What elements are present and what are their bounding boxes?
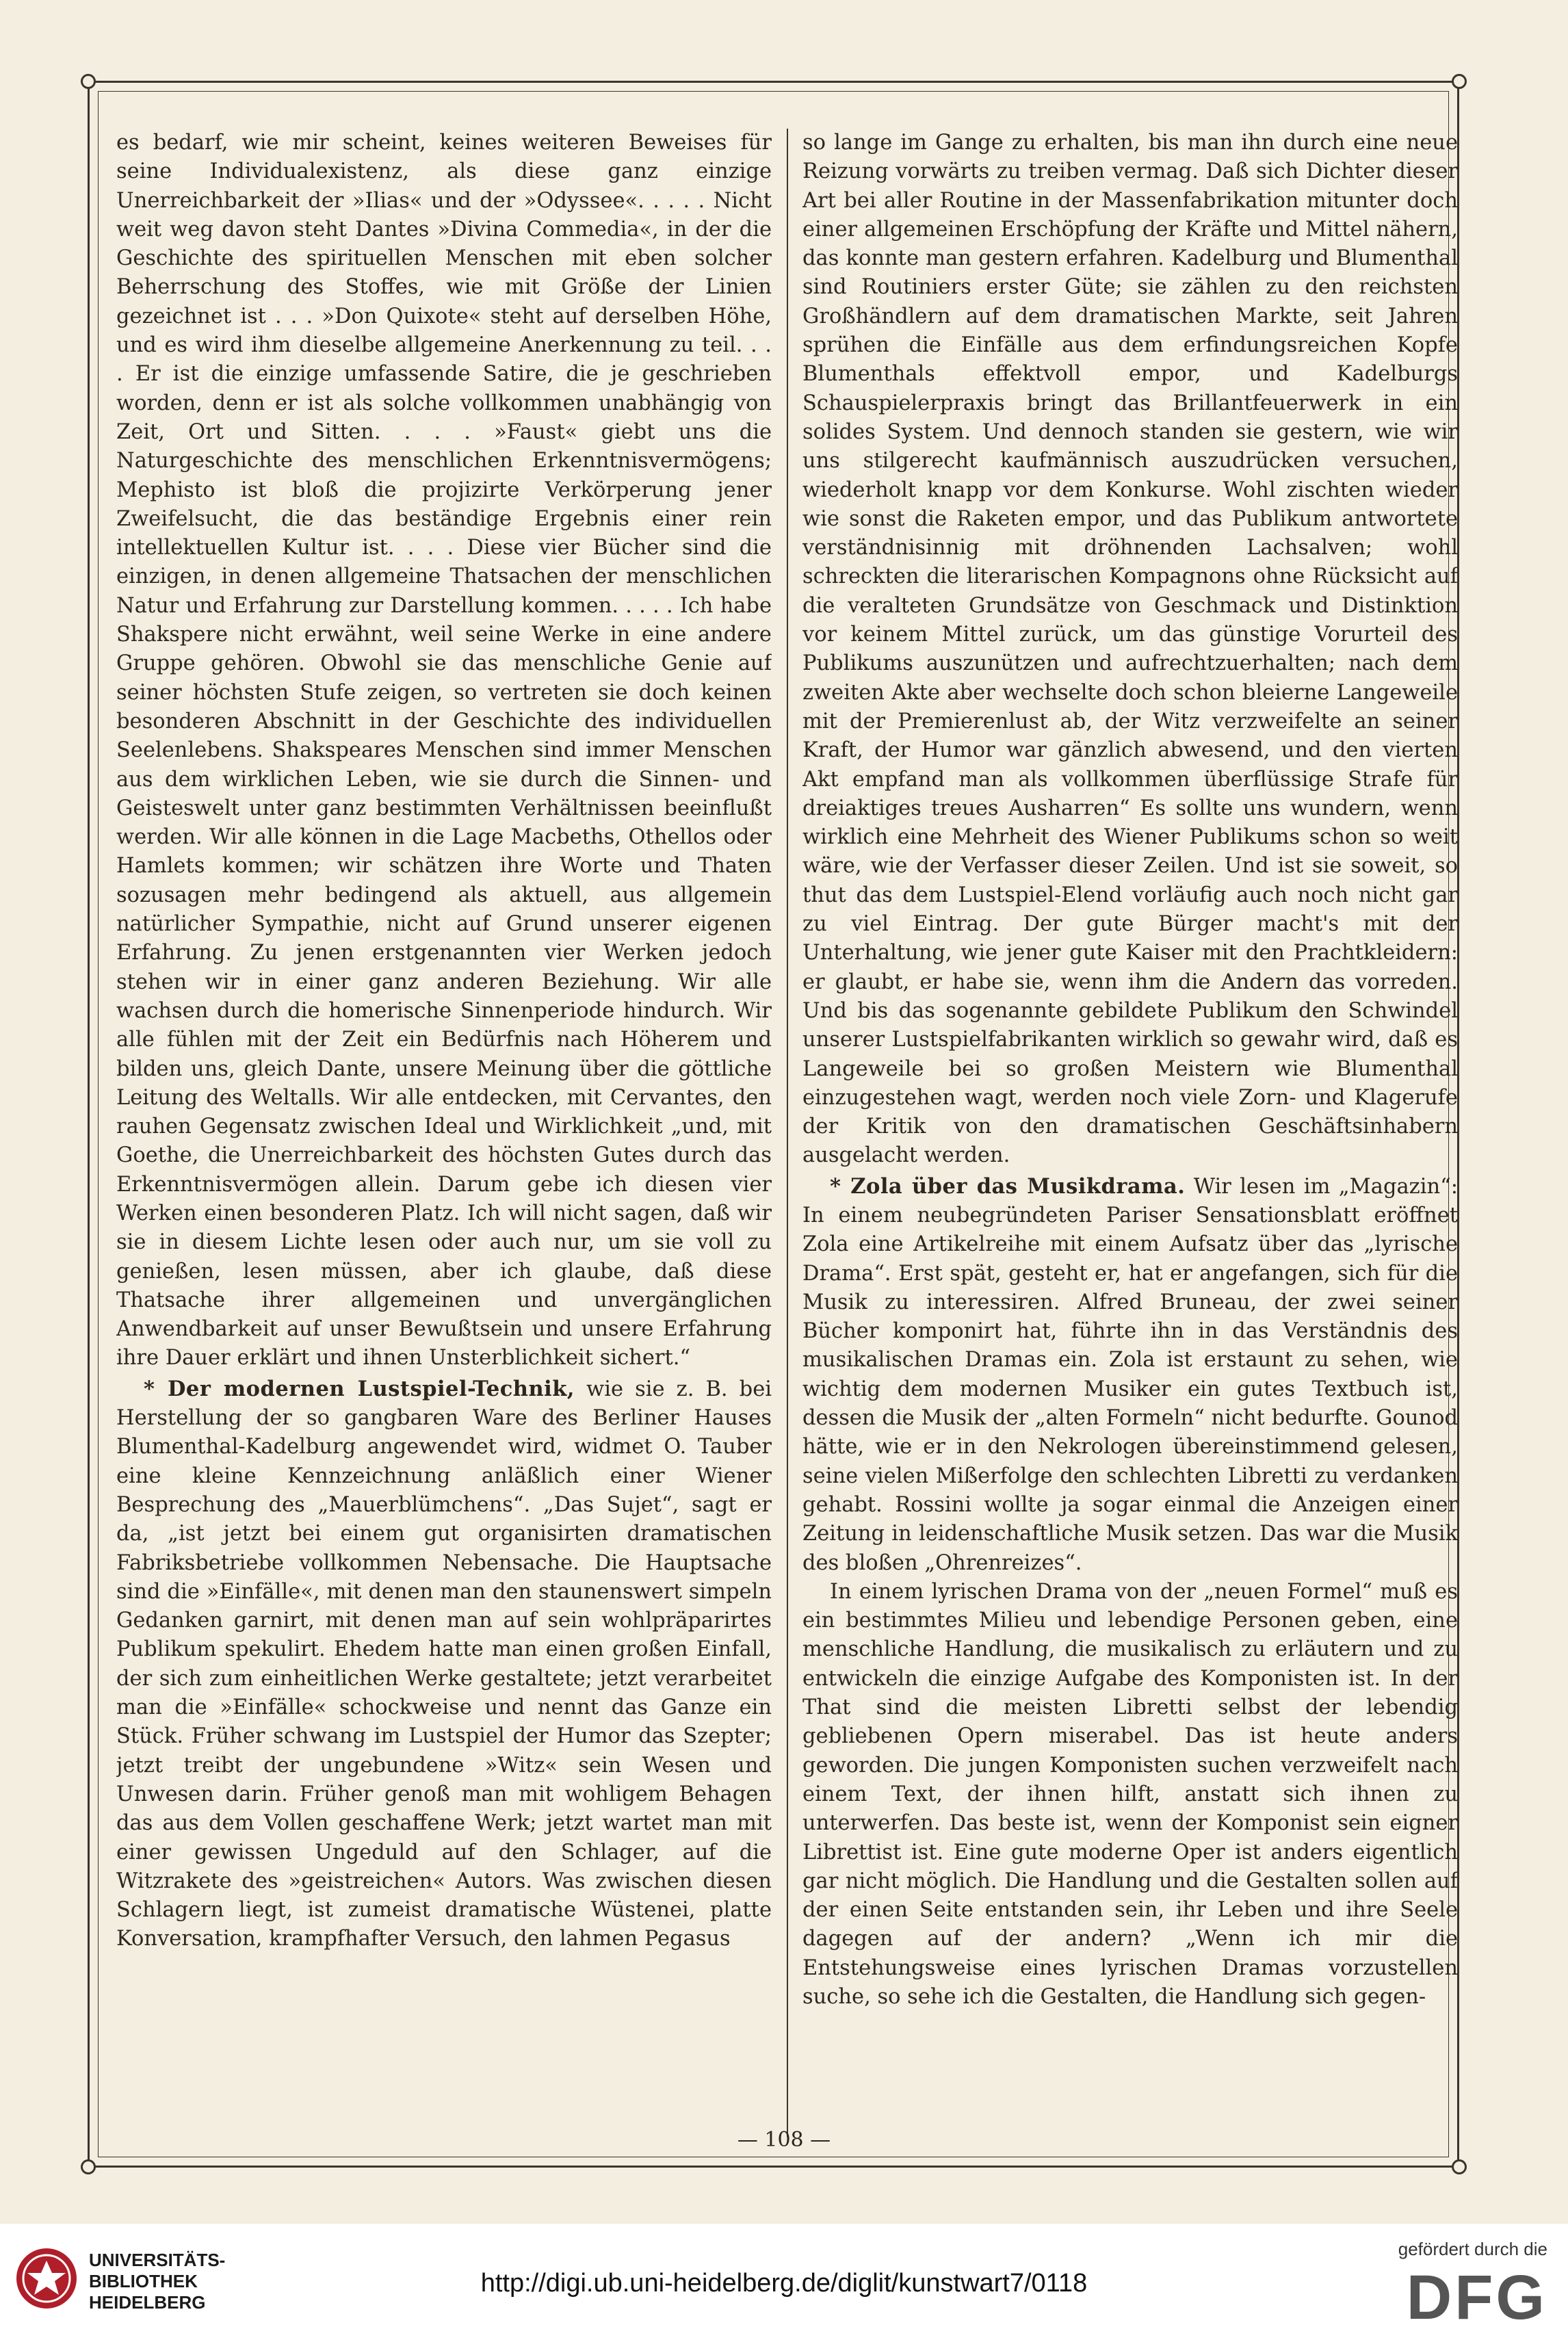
section-headline: * Zola über das Musikdrama. [830, 1173, 1186, 1199]
corner-ornament-bottom-left [81, 2159, 96, 2174]
digitization-footer [0, 2224, 1568, 2340]
corner-ornament-top-right [1452, 74, 1467, 89]
right-section-zola [802, 1172, 1458, 1578]
column-divider [787, 129, 788, 2137]
library-name-line-1: UNIVERSITÄTS- [89, 2250, 226, 2270]
permalink-url[interactable]: http://digi.ub.uni-heidelberg.de/diglit/kunstwart7/0118 [480, 2269, 1088, 2298]
corner-ornament-bottom-right [1452, 2159, 1467, 2174]
dfg-logo: DFG [1406, 2263, 1547, 2332]
right-column [802, 129, 1458, 2137]
funding-note: gefördert durch die [1398, 2239, 1547, 2259]
section-headline: * Der modernen Lustspiel-Technik, [144, 1376, 575, 1401]
corner-ornament-top-left [81, 74, 96, 89]
section-body: Wir lesen im „Magazin“: In einem neubegründeten Pariser Sensationsblatt eröffnet Zola eine Artikelreihe mit einem Aufsatz über das „lyrische Drama“. Erst spät, gesteht er, hat er angefangen, sich für die Musik zu interessiren. Alfred Bruneau, der zwei seiner Bücher komponirt hat, führte ihn in das Verständnis des musikalischen Dramas ein. Zola ist erstaunt zu sehen, wie wichtig dem modernen Musiker ein gutes Textbuch ist, dessen die Musik der „alten Formeln“ nicht bedurfte. Gounod hätte, wie er in den Nekrologen übereinstimmend gelesen, seine vielen Mißerfolge den schlechten Libretti zu verdanken gehabt. Rossini wollte ja sogar einmal die Anzeigen einer Zeitung in leidenschaftliche Musik setzen. Das war die Musik des bloßen „Ohrenreizes“. [802, 1174, 1458, 1575]
library-name-line-3: HEIDELBERG [89, 2292, 206, 2313]
left-paragraph-1: es bedarf, wie mir scheint, keines weiteren Beweises für seine Individualexistenz, als diese ganz einzige Unerreichbarkeit der »Ilias« und der »Odyssee«. . . . . Nicht weit weg davon steht Dantes »Divina Commedia«, in der die Geschichte des spirituellen Menschen mit eben solcher Beherrschung des Stoffes, wie mit Größe der Linien gezeichnet ist . . . »Don Quixote« steht auf derselben Höhe, und es wird ihm dieselbe allgemeine Anerkennung zu teil. . . . Er ist die einzige umfassende Satire, die je geschrieben worden, denn er ist als solche vollkommen unabhängig von Zeit, Ort und Sitten. . . . »Faust« giebt uns die Naturgeschichte des menschlichen Erkenntnisvermögens; Mephisto ist bloß die projizirte Verkörperung jener Zweifelsucht, die das beständige Ergebnis einer rein intellektuellen Kultur ist. . . . Diese vier Bücher sind die einzigen, in denen allgemeine Thatsachen der menschlichen Natur und Erfahrung zur Darstellung kommen. . . . . Ich habe Shakspere nicht erwähnt, weil seine Werke in eine andere Gruppe gehören. Obwohl sie das menschliche Genie auf seiner höchsten Stufe zeigen, so vertreten sie doch keinen besonderen Abschnitt in der Geschichte des individuellen Seelenlebens. Shakspeares Menschen sind immer Menschen aus dem wirklichen Leben, wie sie durch die Sinnen- und Geisteswelt unter ganz bestimmten Verhältnissen beeinflußt werden. Wir alle können in die Lage Macbeths, Othellos oder Hamlets kommen; wir schätzen ihre Worte und Thaten sozusagen mehr bedingend als aktuell, aus allgemein natürlicher Sympathie, nicht auf Grund unserer eigenen Erfahrung. Zu jenen erstgenannten vier Werken jedoch stehen wir in einer ganz anderen Beziehung. Wir alle wachsen durch die homerische Sinnenperiode hindurch. Wir alle fühlen mit der Zeit ein Bedürfnis nach Höherem und bilden uns, gleich Dante, unsere Meinung über die göttliche Leitung des Weltalls. Wir alle entdecken, mit Cervantes, den rauhen Gegensatz zwischen Ideal und Wirklichkeit „und, mit Goethe, die Unerreichbarkeit des höchsten Gutes durch das Erkenntnisvermögen allein. Darum gebe ich diesen vier Werken einen besonderen Platz. Ich will nicht sagen, daß wir sie in diesem Lichte lesen oder auch nur, um sie voll zu genießen, lesen müssen, aber ich glaube, daß diese Thatsache ihrer allgemeinen und unvergänglichen Anwendbarkeit auf unser Bewußtsein und unsere Erfahrung ihre Dauer erklärt und ihnen Unsterblichkeit sichert.“ [116, 131, 772, 1370]
left-section-lustspiel [116, 1375, 772, 1954]
library-name-line-2: BIBLIOTHEK [89, 2271, 198, 2291]
section-body: wie sie z. B. bei Herstellung der so gangbaren Ware des Berliner Hauses Blumenthal-Kadelburg angewendet wird, widmet O. Tauber eine kleine Kennzeichnung anläßlich einer Wiener Besprechung des „Mauerblümchens“. „Das Sujet“, sagt er da, „ist jetzt bei einem gut organisirten dramatischen Fabriksbetriebe vollkommen Nebensache. Die Hauptsache sind die »Einfälle«, mit denen man den staunenswert simpeln Gedanken garnirt, mit denen man auf sein wohlpräparirtes Publikum spekulirt. Ehedem hatte man einen großen Einfall, der sich zum einheitlichen Werke gestaltete; jetzt verarbeitet man die »Einfälle« schockweise und nennt das Ganze ein Stück. Früher schwang im Lustspiel der Humor das Szepter; jetzt treibt der ungebundene »Witz« sein Wesen und Unwesen darin. Früher genoß man mit wohligem Behagen das aus dem Vollen geschaffene Werk; jetzt wartet man mit einer gewissen Ungeduld auf den Schlager, auf die Witzrakete des »geistreichen« Autors. Was zwischen diesen Schlagern liegt, ist zumeist dramatische Wüstenei, platte Konversation, krampfhafter Versuch, den lahmen Pegasus [116, 1377, 772, 1951]
left-column [116, 129, 772, 2137]
right-paragraph-1: so lange im Gange zu erhalten, bis man ihn durch eine neue Reizung vorwärts zu treiben vermag. Daß sich Dichter dieser Art bei aller Routine in der Massenfabrikation mitunter doch einer allgemeinen Erschöpfung der Kräfte und Mittel nähern, das konnte man gestern erfahren. Kadelburg und Blumenthal sind Routiniers erster Güte; sie zählen zu den reichsten Großhändlern auf dem dramatischen Markte, seit Jahren sprühen die Einfälle aus dem erfindungsreichen Kopfe Blumenthals effektvoll empor, und Kadelburgs Schauspielerpraxis bringt das Brillantfeuerwerk in ein solides System. Und dennoch standen sie gestern, wie wir uns stilgerecht kaufmännisch auszudrücken versuchen, wiederholt knapp vor dem Konkurse. Wohl zischten wieder wie sonst die Raketen empor, und das Publikum antwortete verständnisinnig mit dröhnenden Lachsalven; wohl schreckten die literarischen Kompagnons ohne Rücksicht auf die veralteten Grundsätze von Geschmack und Distinktion vor keinem Mittel zurück, um das günstige Vorurteil des Publikums auszunützen und aufrechtzuerhalten; nach dem zweiten Akte aber wechselte doch schon bleierne Langeweile mit der Premierenlust ab, der Witz verzweifelte an seiner Kraft, der Humor war gänzlich abwesend, und den vierten Akt empfand man als vollkommen überflüssige Strafe für dreiaktiges treues Ausharren“ Es sollte uns wundern, wenn wirklich eine Mehrheit des Wiener Publikums schon so weit wäre, wie der Verfasser dieser Zeilen. Und ist sie soweit, so thut das dem Lustspiel-Elend vorläufig auch noch nicht gar zu viel Eintrag. Der gute Bürger macht's mit der Unterhaltung, wie jener gute Kaiser mit den Prachtkleidern: er glaubt, er habe sie, wenn ihm die Andern das vorreden. Und bis das sogenannte gebildete Publikum den Schwindel unserer Lustspielfabrikanten wirklich so gewahr wird, daß es Langeweile bei so großen Meistern wie Blumenthal einzugestehen wagt, werden noch viele Zorn- und Klagerufe der Kritik von den dramatischen Geschäftsinhabern ausgelacht werden. [802, 131, 1458, 1168]
right-paragraph-3: In einem lyrischen Drama von der „neuen Formel“ muß es ein bestimmtes Milieu und lebendige Personen geben, eine menschliche Handlung, die musikalisch zu erläutern und zu entwickeln die einzige Aufgabe des Komponisten ist. In der That sind die meisten Libretti selbst der lebendig gebliebenen Opern miserabel. Das ist heute anders geworden. Die jungen Komponisten suchen verzweifelt nach einem Text, der ihnen hilft, anstatt sich ihnen zu unterwerfen. Das beste ist, wenn der Komponist sein eigner Librettist ist. Eine gute moderne Oper ist anders eigentlich gar nicht möglich. Die Handlung und die Gestalten sollen auf der einen Seite entstanden sein, ihr Leben und ihre Seele dagegen auf der andern? „Wenn ich mir die Entstehungsweise eines lyrischen Dramas vorzustellen suche, so sehe ich die Gestalten, die Handlung sich gegen- [802, 1579, 1458, 2009]
page-number: — 108 — [737, 2128, 831, 2152]
